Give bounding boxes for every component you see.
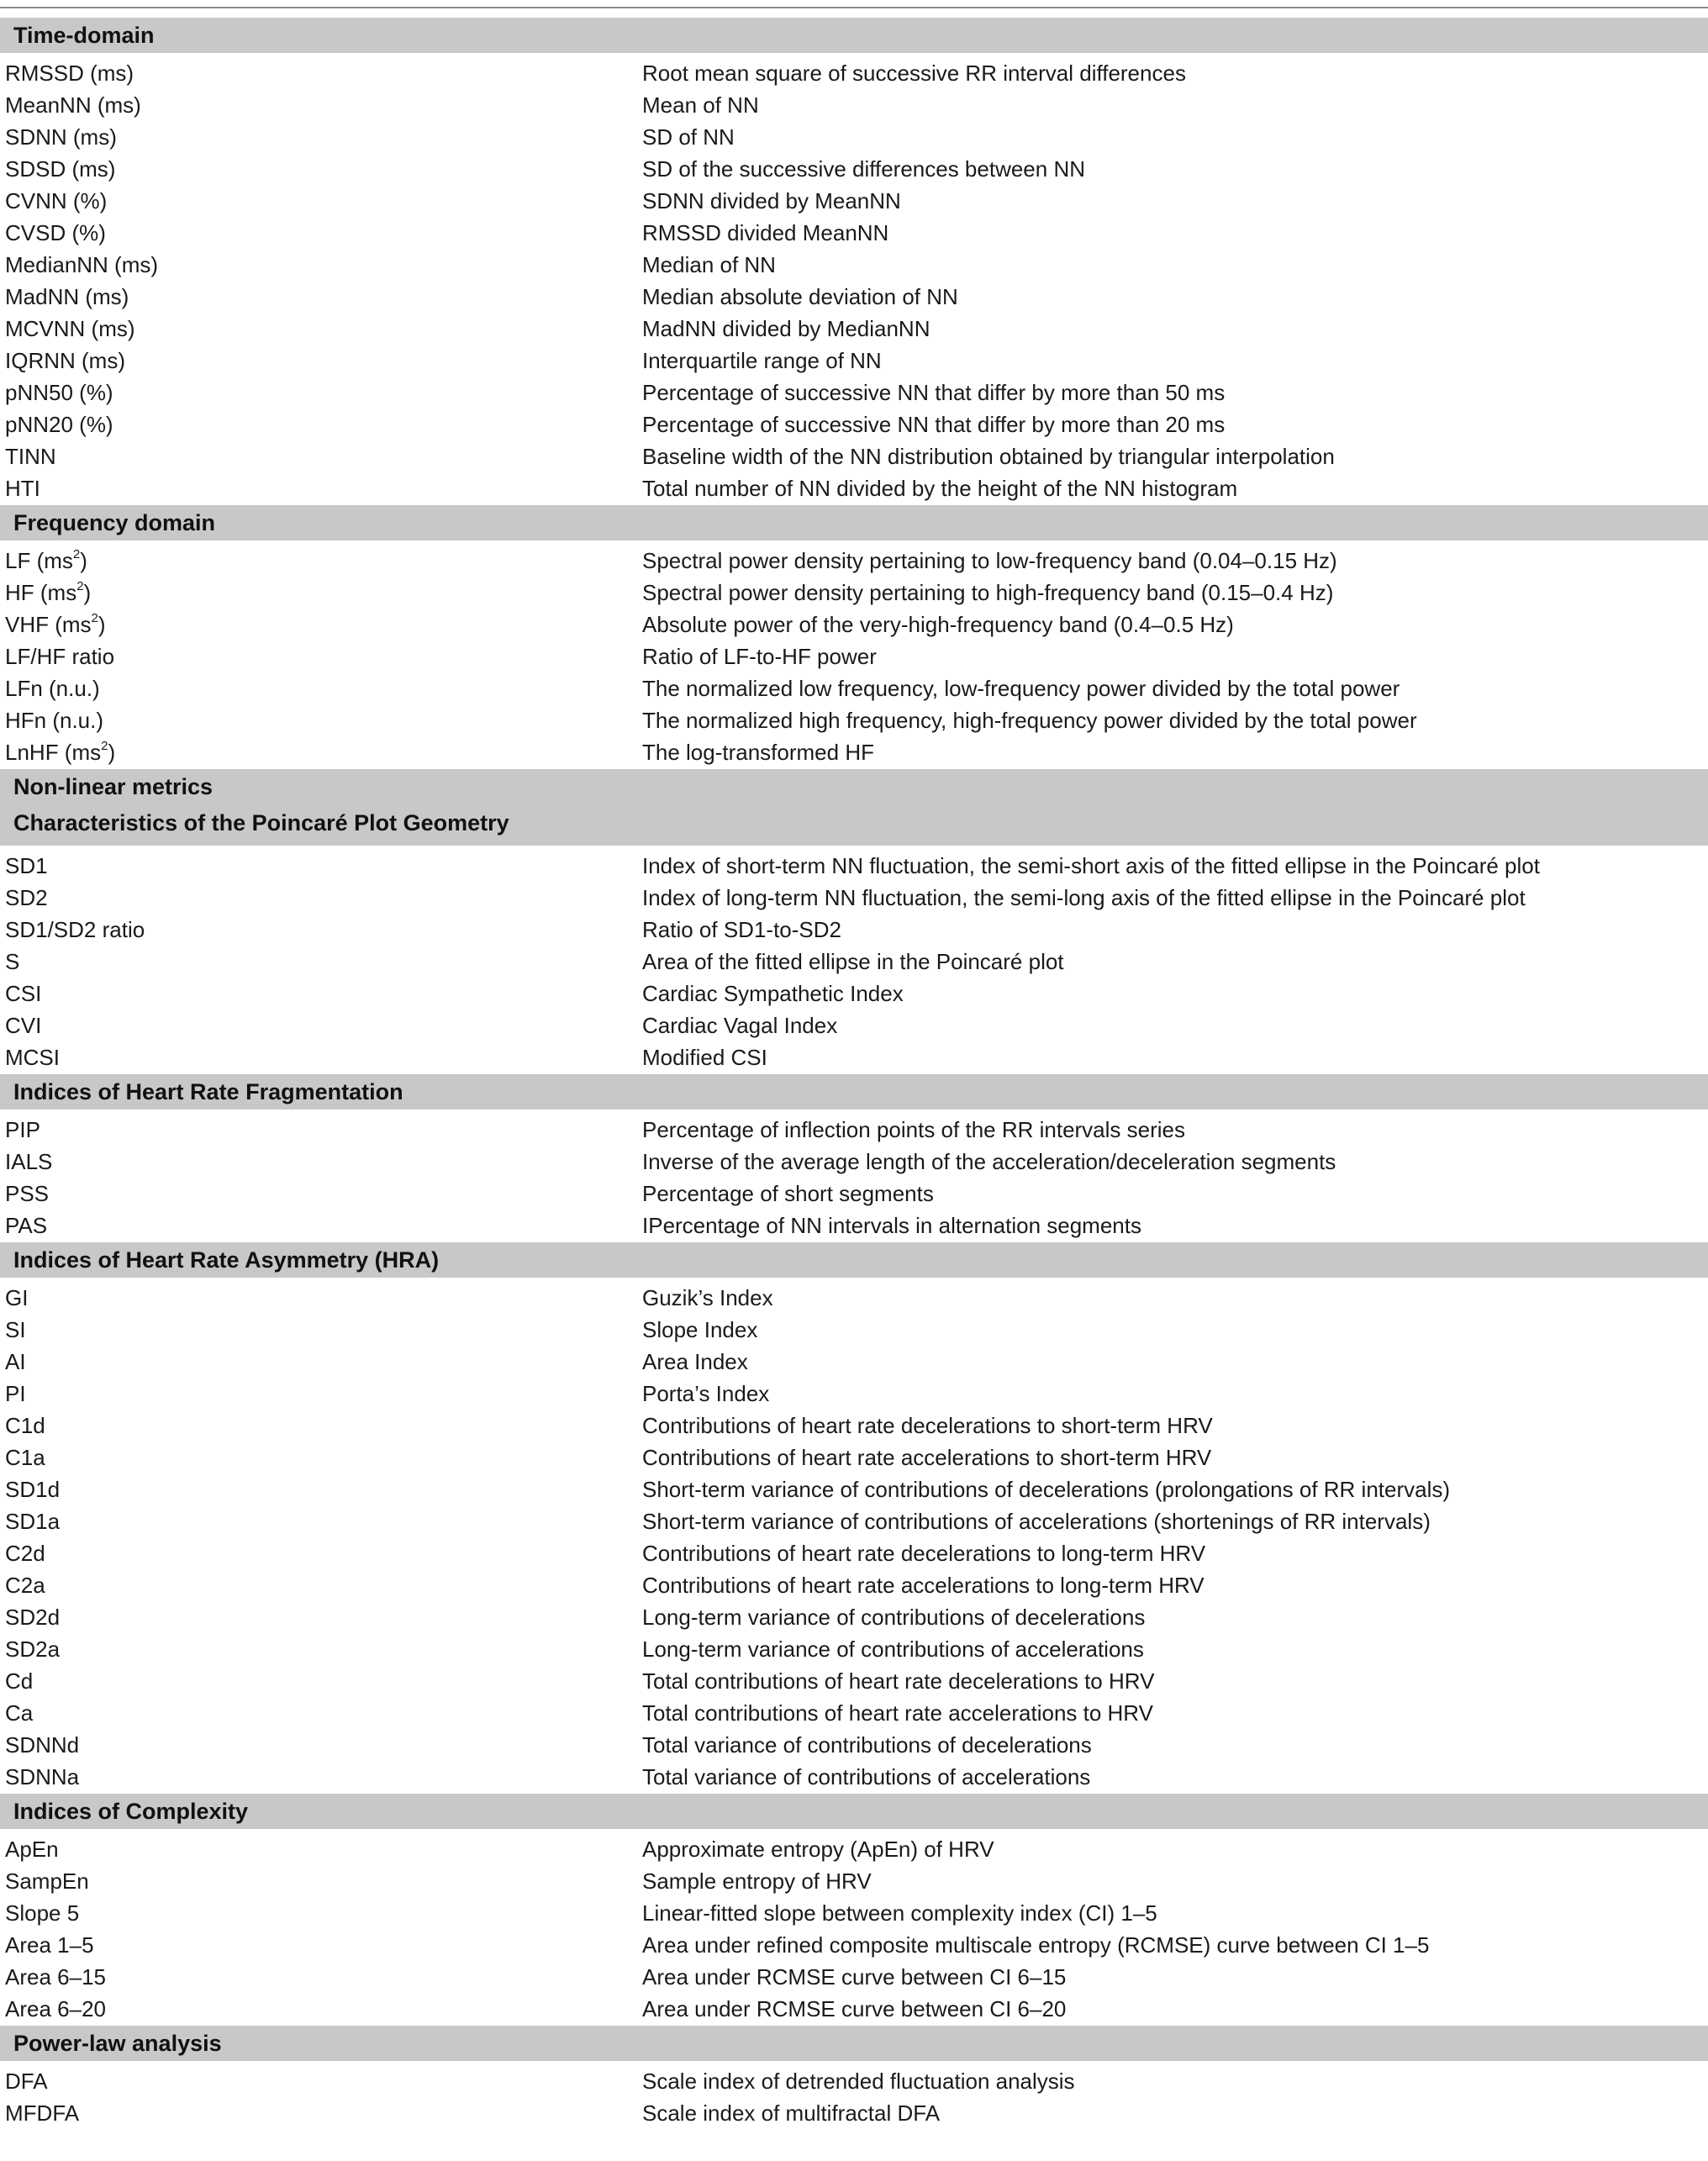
metric-description: Cardiac Sympathetic Index [642,981,904,1006]
metric-name: PIP [5,1117,40,1142]
table-row [0,1993,1708,2025]
metric-name: SD1d [5,1477,61,1502]
metric-name: Area 6–20 [5,1996,106,2021]
metric-description: Percentage of successive NN that differ by more than 20 ms [642,412,1226,437]
metric-name: MadNN (ms) [5,284,129,309]
table-row [0,1210,1708,1241]
superscript-2: 2 [101,739,108,754]
metric-name: DFA [5,2069,48,2094]
metric-description: Short-term variance of contributions of decelerations (prolongations of RR intervals) [642,1477,1451,1502]
table-row [0,1569,1708,1601]
metric-name: IQRNN (ms) [5,348,125,373]
table-row [0,1537,1708,1569]
metric-description: Contributions of heart rate decelerations to long-term HRV [642,1541,1206,1566]
table-row [0,850,1708,882]
table-row [0,577,1708,609]
table-row [0,1473,1708,1505]
metric-description: Total variance of contributions of accelerations [642,1764,1091,1789]
metric-name: Slope 5 [5,1900,80,1926]
metric-description: SDNN divided by MeanNN [642,188,901,213]
metric-name: MFDFA [5,2100,80,2126]
metric-name: LF $(ms^2)$ [5,547,87,573]
table-row [0,1961,1708,1993]
table-row [0,249,1708,281]
table-row [0,1442,1708,1473]
metric-name: S [5,949,20,974]
table-row [0,377,1708,408]
table-row [0,1929,1708,1961]
table-row [0,153,1708,185]
metric-name: PSS [5,1181,50,1206]
table-row [0,672,1708,704]
metric-name: ApEn [5,1837,59,1862]
metric-name: C2a [5,1573,45,1598]
metric-description: Ratio of LF-to-HF power [642,644,877,669]
table-row [0,1314,1708,1346]
metric-name: SD2d [5,1605,61,1630]
table-row [0,978,1708,1009]
metric-description: Area under RCMSE curve between CI 6–15 [642,1964,1067,1990]
metric-name: SDSD (ms) [5,156,116,182]
section-subheader: Characteristics of the Poincaré Plot Geometry [0,804,1708,846]
table-row [0,609,1708,640]
table-row [0,1505,1708,1537]
section-rows [0,1109,1708,1242]
metric-description: Percentage of successive NN that differ by more than 50 ms [642,380,1226,405]
metric-name: IALS [5,1149,53,1174]
metric-description: Ratio of SD1-to-SD2 [642,917,841,942]
section-header: Frequency domain [0,505,1708,540]
table-row [0,1633,1708,1665]
metric-name: HFn (n.u.) [5,708,104,733]
section-header: Time-domain [0,18,1708,53]
metric-description: Total variance of contributions of decelerations [642,1732,1092,1758]
section-rows [0,2061,1708,2130]
metric-description: Contributions of heart rate accelerations to short-term HRV [642,1445,1212,1470]
table-row [0,2097,1708,2129]
section-rows [0,53,1708,505]
table-row [0,882,1708,914]
metric-description: Root mean square of successive RR interval differences [642,61,1186,86]
metric-description: Area Index [642,1349,748,1374]
table-row [0,281,1708,313]
metric-name: C1a [5,1445,45,1470]
hrv-metrics-table [0,18,1708,2130]
table-row [0,1378,1708,1410]
table-top-rule [0,7,1708,8]
metric-description: Mean of NN [642,92,759,118]
table-row [0,440,1708,472]
metric-description: Area of the fitted ellipse in the Poincaré plot [642,949,1064,974]
metric-description: Area under RCMSE curve between CI 6–20 [642,1996,1067,2021]
metric-description: Contributions of heart rate decelerations to short-term HRV [642,1413,1213,1438]
metric-name: LnHF $(ms^2)$ [5,739,116,765]
metric-name: VHF $(ms^2)$ [5,611,106,637]
metric-name: SD1/SD2 ratio [5,917,145,942]
table-row [0,1346,1708,1378]
metric-name: SampEn [5,1868,89,1894]
metric-description: Slope Index [642,1317,758,1342]
metric-name: SD2 [5,885,48,910]
metric-name: Area 6–15 [5,1964,106,1990]
metric-description: IPercentage of NN intervals in alternation segments [642,1213,1141,1238]
superscript-2: 2 [91,611,98,626]
metric-description: The log-transformed HF [642,740,874,765]
metric-description: Interquartile range of NN [642,348,882,373]
section-rows [0,1829,1708,2026]
metric-name: CVI [5,1013,42,1038]
table-row [0,736,1708,768]
metric-description: Scale index of detrended fluctuation analysis [642,2069,1075,2094]
metric-description: Scale index of multifractal DFA [642,2100,941,2126]
metric-name: SD1a [5,1509,61,1534]
metric-description: MadNN divided by MedianNN [642,316,930,341]
metric-name: PAS [5,1213,48,1238]
table-row [0,1833,1708,1865]
table-row [0,1009,1708,1041]
table-row [0,946,1708,978]
table-row [0,1665,1708,1697]
metric-description: SD of the successive differences between NN [642,156,1086,182]
metric-description: Spectral power density pertaining to high-frequency band (0.15–0.4 Hz) [642,580,1334,605]
metric-name: Cd [5,1668,34,1694]
metric-description: Porta’s Index [642,1381,770,1406]
table-row [0,1178,1708,1210]
section-header: Non-linear metrics [0,769,1708,804]
metric-name: MCVNN (ms) [5,316,135,341]
metric-description: Total number of NN divided by the height of the NN histogram [642,476,1238,501]
table-row [0,545,1708,577]
metric-name: CVSD (%) [5,220,106,245]
section-rows [0,1278,1708,1794]
metric-description: Area under refined composite multiscale entropy (RCMSE) curve between CI 1–5 [642,1932,1430,1958]
metric-name: RMSSD (ms) [5,61,134,86]
metric-description: Absolute power of the very-high-frequency band (0.4–0.5 Hz) [642,612,1234,637]
table-row [0,1146,1708,1178]
section-rows [0,540,1708,769]
table-row [0,704,1708,736]
metric-name: PI [5,1381,26,1406]
metric-name: SD2a [5,1637,61,1662]
table-row [0,1601,1708,1633]
table-row [0,313,1708,345]
metric-description: Contributions of heart rate accelerations to long-term HRV [642,1573,1205,1598]
metric-description: Inverse of the average length of the acceleration/deceleration segments [642,1149,1336,1174]
table-row [0,185,1708,217]
metric-description: The normalized low frequency, low-frequency power divided by the total power [642,676,1400,701]
metric-name: MedianNN (ms) [5,252,159,277]
metric-name: LFn (n.u.) [5,676,100,701]
section-rows [0,846,1708,1074]
metric-name: TINN [5,444,56,469]
metric-description: Total contributions of heart rate decelerations to HRV [642,1668,1155,1694]
metric-description: Cardiac Vagal Index [642,1013,838,1038]
table-row [0,2065,1708,2097]
metric-name: C1d [5,1413,45,1438]
metric-description: Modified CSI [642,1045,767,1070]
metric-name: LF/HF ratio [5,644,115,669]
metric-description: Spectral power density pertaining to low-frequency band (0.04–0.15 Hz) [642,548,1337,573]
metric-description: Long-term variance of contributions of accelerations [642,1637,1144,1662]
metric-name: SDNNd [5,1732,80,1758]
section-header: Indices of Heart Rate Fragmentation [0,1074,1708,1109]
metric-name: Ca [5,1700,34,1726]
table-row [0,640,1708,672]
metric-name: HTI [5,476,40,501]
metric-name: HF $(ms^2)$ [5,579,92,605]
superscript-2: 2 [76,579,84,594]
table-row [0,914,1708,946]
metric-description: SD of NN [642,124,735,150]
metric-description: Baseline width of the NN distribution obtained by triangular interpolation [642,444,1335,469]
metric-description: Median absolute deviation of NN [642,284,958,309]
superscript-2: 2 [72,547,81,562]
metric-description: Linear-fitted slope between complexity index (CI) 1–5 [642,1900,1157,1926]
table-row [0,408,1708,440]
metric-description: Sample entropy of HRV [642,1868,872,1894]
table-row [0,1729,1708,1761]
table-row [0,345,1708,377]
table-row [0,121,1708,153]
metric-name: SI [5,1317,26,1342]
metric-name: CVNN (%) [5,188,108,213]
table-row [0,217,1708,249]
table-row [0,1282,1708,1314]
table-row [0,472,1708,504]
metric-description: The normalized high frequency, high-frequency power divided by the total power [642,708,1417,733]
metric-description: Long-term variance of contributions of decelerations [642,1605,1146,1630]
table-row [0,1865,1708,1897]
section-header: Indices of Complexity [0,1794,1708,1829]
metric-name: pNN50 (%) [5,380,113,405]
metric-description: Percentage of short segments [642,1181,934,1206]
table-row [0,1114,1708,1146]
metric-description: Index of long-term NN fluctuation, the semi-long axis of the fitted ellipse in the Poincaré plot [642,885,1526,910]
metric-name: CSI [5,981,42,1006]
metric-description: Approximate entropy (ApEn) of HRV [642,1837,994,1862]
table-row [0,1697,1708,1729]
table-row [0,1761,1708,1793]
metric-description: Short-term variance of contributions of accelerations (shortenings of RR intervals) [642,1509,1431,1534]
metric-name: SDNNa [5,1764,80,1789]
metric-name: Area 1–5 [5,1932,94,1958]
metric-description: RMSSD divided MeanNN [642,220,889,245]
metric-name: AI [5,1349,26,1374]
metric-description: Percentage of inflection points of the RR intervals series [642,1117,1186,1142]
metric-name: SD1 [5,853,48,878]
metric-name: pNN20 (%) [5,412,113,437]
table-row [0,57,1708,89]
metric-name: MeanNN (ms) [5,92,141,118]
table-row [0,1410,1708,1442]
metric-description: Guzik’s Index [642,1285,773,1310]
metric-description: Median of NN [642,252,776,277]
table-row [0,89,1708,121]
metric-name: GI [5,1285,29,1310]
metric-description: Total contributions of heart rate accelerations to HRV [642,1700,1153,1726]
table-row [0,1897,1708,1929]
metric-name: C2d [5,1541,45,1566]
metric-name: MCSI [5,1045,60,1070]
metric-name: SDNN (ms) [5,124,117,150]
section-header: Indices of Heart Rate Asymmetry (HRA) [0,1242,1708,1278]
section-header: Power-law analysis [0,2026,1708,2061]
metric-description: Index of short-term NN fluctuation, the semi-short axis of the fitted ellipse in the Poincaré plot [642,853,1540,878]
table-row [0,1041,1708,1073]
